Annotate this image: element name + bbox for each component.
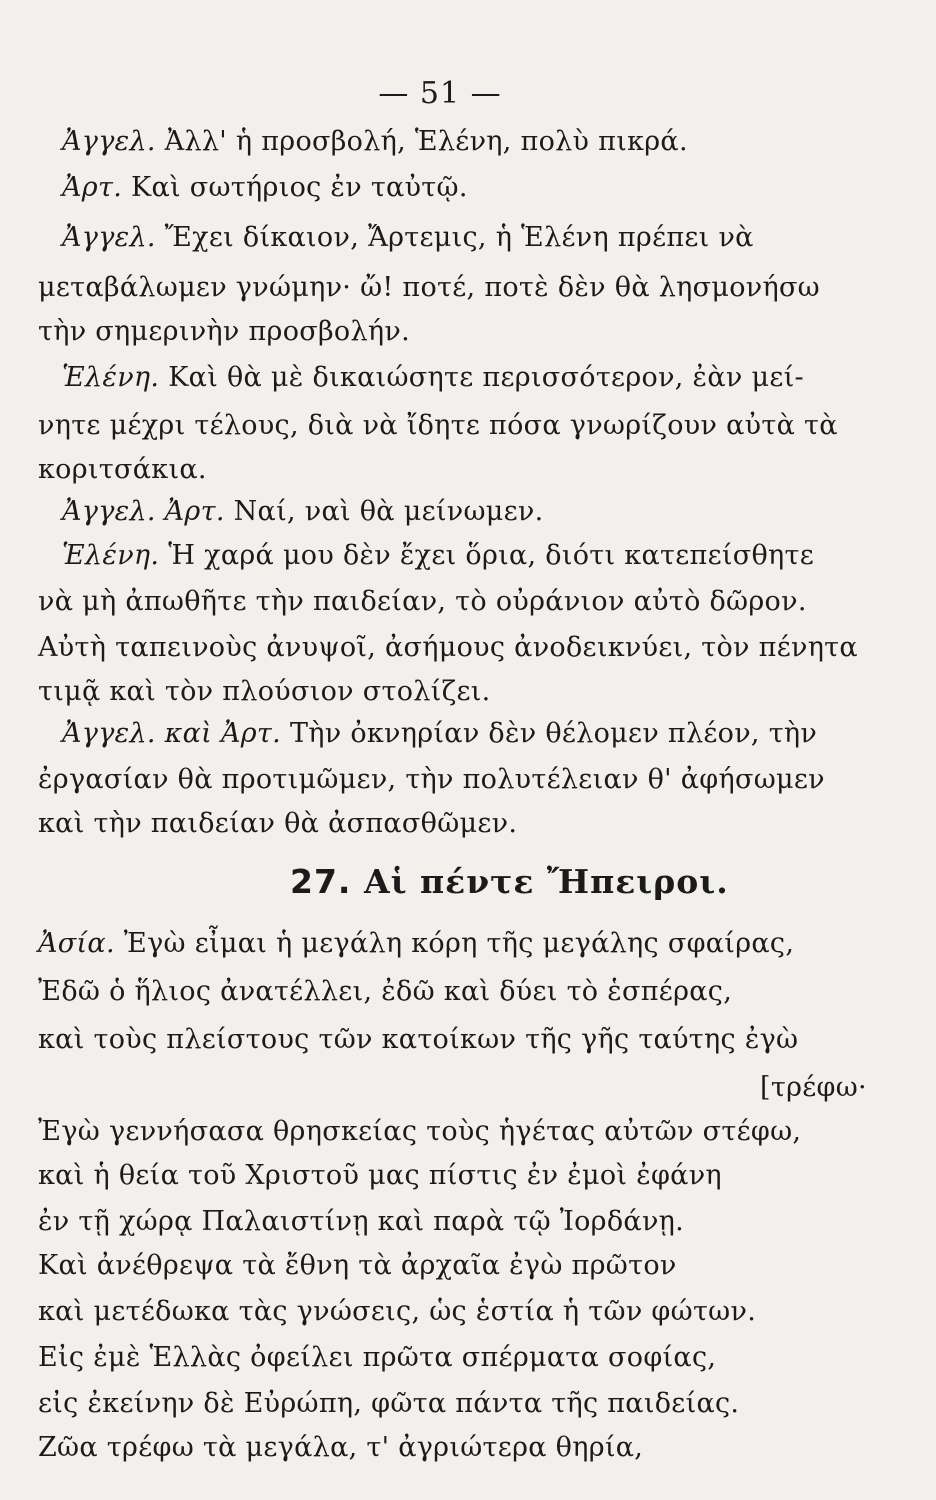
- line-text: Ἐγὼ γεννήσασα θρησκείας τοὺς ἡγέτας αὐτῶν στέφω,: [38, 1116, 802, 1147]
- line-text: εἰς ἐκείνην δὲ Εὐρώπη, φῶτα πάντα τῆς παιδείας.: [38, 1388, 740, 1419]
- text-line: [62, 718, 817, 749]
- line-text: νὰ μὴ ἀπωθῆτε τὴν παιδείαν, τὸ οὐράνιον αὐτὸ δῶρον.: [38, 586, 807, 617]
- verse-line: [38, 1160, 722, 1191]
- line-text: Καὶ σωτήριος ἐν ταὐτῷ.: [130, 172, 468, 203]
- line-text: ἐν τῇ χώρᾳ Παλαιστίνῃ καὶ παρὰ τῷ Ἰορδάνῃ.: [38, 1206, 685, 1237]
- speaker-label: Ἀγγελ.: [62, 222, 156, 253]
- speaker-label: Ἀγγελ. Ἀρτ.: [62, 496, 225, 527]
- verse-line: [38, 1250, 677, 1281]
- text-line: [38, 808, 517, 839]
- text-line: [38, 272, 820, 303]
- line-text: [τρέφω·: [760, 1072, 867, 1103]
- verse-line: [38, 1116, 801, 1147]
- line-text: Ἡ χαρά μου δὲν ἔχει ὅρια, διότι κατεπείσθητε: [168, 540, 815, 571]
- line-text: καὶ τὴν παιδείαν θὰ ἀσπασθῶμεν.: [38, 808, 518, 839]
- line-text: Τὴν ὀκνηρίαν δὲν θέλομεν πλέον, τὴν: [289, 718, 818, 749]
- line-text: Καὶ ἀνέθρεψα τὰ ἔθνη τὰ ἀρχαῖα ἐγὼ πρῶτον: [38, 1250, 677, 1281]
- line-text: ἐργασίαν θὰ προτιμῶμεν, τὴν πολυτέλειαν θ' ἀφήσωμεν: [38, 764, 825, 795]
- line-text: τιμᾷ καὶ τὸν πλούσιον στολίζει.: [38, 676, 491, 707]
- line-text: Ἐγὼ εἶμαι ἡ μεγάλη κόρη τῆς μεγάλης σφαίρας,: [123, 928, 795, 959]
- text-line: [38, 676, 491, 707]
- verse-line: [38, 1388, 739, 1419]
- line-text: καὶ μετέδωκα τὰς γνώσεις, ὡς ἑστία ἡ τῶν φώτων.: [38, 1296, 757, 1327]
- speaker-label: Ἀσία.: [38, 928, 115, 959]
- verse-line: [38, 1432, 643, 1463]
- text-line: [62, 496, 544, 527]
- section-title: Αἱ πέντε Ἤπειροι.: [363, 862, 729, 901]
- speaker-label: Ἀγγελ.: [62, 126, 156, 157]
- line-text: μεταβάλωμεν γνώμην· ὤ! ποτέ, ποτὲ δὲν θὰ λησμονήσω: [38, 272, 820, 303]
- verse-line: [38, 928, 794, 959]
- verse-line: [38, 1024, 798, 1055]
- text-line: [38, 410, 838, 441]
- text-line: [38, 764, 825, 795]
- line-text: Ἀλλ' ἡ προσβολή, Ἑλένη, πολὺ πικρά.: [164, 126, 688, 157]
- verse-line: [38, 1342, 716, 1373]
- line-text: Ἐδῶ ὁ ἥλιος ἀνατέλλει, ἐδῶ καὶ δύει τὸ ἑσπέρας,: [38, 976, 733, 1007]
- speaker-label: Ἑλένη.: [62, 362, 160, 393]
- text-line: [38, 454, 207, 485]
- line-text: κοριτσάκια.: [38, 454, 207, 485]
- text-line: [62, 172, 468, 203]
- text-line: [62, 222, 754, 253]
- speaker-label: Ἀρτ.: [62, 172, 123, 203]
- verse-line: [38, 1206, 684, 1237]
- text-line: [62, 126, 688, 157]
- line-text: Ναί, ναὶ θὰ μείνωμεν.: [233, 496, 544, 527]
- text-line: [62, 540, 814, 571]
- line-text: Ἔχει δίκαιον, Ἄρτεμις, ἡ Ἑλένη πρέπει νὰ: [164, 222, 754, 253]
- speaker-label: Ἑλένη.: [62, 540, 160, 571]
- line-text: καὶ τοὺς πλείστους τῶν κατοίκων τῆς γῆς ταύτης ἐγὼ: [38, 1024, 799, 1055]
- text-line: [38, 632, 858, 663]
- line-text: Ζῶα τρέφω τὰ μεγάλα, τ' ἀγριώτερα θηρία,: [38, 1432, 644, 1463]
- line-text: Εἰς ἐμὲ Ἑλλὰς ὀφείλει πρῶτα σπέρματα σοφίας,: [38, 1342, 717, 1373]
- line-text: Αὐτὴ ταπεινοὺς ἀνυψοῖ, ἀσήμους ἀνοδεικνύει, τὸν πένητα: [38, 632, 858, 663]
- verse-line: [38, 976, 732, 1007]
- text-line: [38, 316, 410, 347]
- line-text: Καὶ θὰ μὲ δικαιώσητε περισσότερον, ἐὰν μεί-: [168, 362, 804, 393]
- text-line: [62, 362, 804, 393]
- line-text: καὶ ἡ θεία τοῦ Χριστοῦ μας πίστις ἐν ἐμοὶ ἐφάνη: [38, 1160, 722, 1191]
- page-number: — 51 —: [378, 76, 502, 111]
- section-number: 27.: [290, 862, 352, 901]
- line-text: νητε μέχρι τέλους, διὰ νὰ ἴδητε πόσα γνωρίζουν αὐτὰ τὰ: [38, 410, 838, 441]
- section-heading: [290, 862, 729, 901]
- verse-line: [38, 1296, 756, 1327]
- line-text: τὴν σημερινὴν προσβολήν.: [38, 316, 410, 347]
- speaker-label: Ἀγγελ. καὶ Ἀρτ.: [62, 718, 282, 749]
- verse-line: [760, 1072, 867, 1103]
- text-line: [38, 586, 807, 617]
